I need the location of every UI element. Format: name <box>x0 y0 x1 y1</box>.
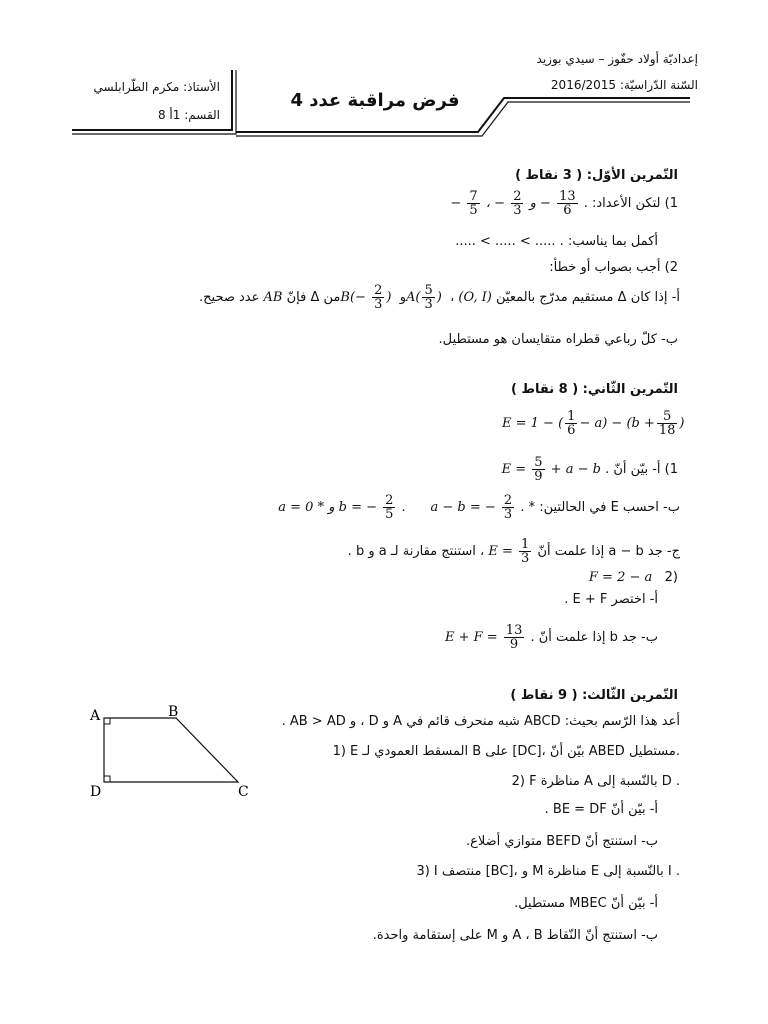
ex1-qa: أ- إذا كان Δ مستقيم مدرّج بالمعيّن (O, I) ، A( $\frac{5}{3}$ ) و B(− $\frac{2}{3}$ ) من Δ فإنّ AB عدد صحيح. <box>199 283 680 312</box>
ex2-qc-text: ج- جد a − b إذا علمت أنّ <box>537 544 680 559</box>
ex2-qc <box>180 538 680 565</box>
class-label-text: القسم: <box>184 108 220 122</box>
ex2-q1-expr: E = $\frac{5}{9}$ + a − b . <box>501 455 610 484</box>
ex1-q1 <box>78 190 678 217</box>
ex2-q2b-expr: E + F = $\frac{13}{9}$ . <box>444 623 535 652</box>
header-frame <box>0 0 768 160</box>
ex1-numbers: − $\frac{7}{5}$ ، − $\frac{2}{3}$ و − $\frac{13}{6}$ . <box>450 189 588 218</box>
ex3-q3: 3) I منتصف [BC]، و M مناظرة E بالنّسبة إلى I . <box>416 864 680 879</box>
ex2-case1: a − b = − $\frac{2}{3}$ . <box>430 493 525 522</box>
ex3-q3b: ب- استنتج أنّ النّقاط A ، B و M على إستقامة واحدة. <box>372 928 658 943</box>
ex1-title: التّمرين الأوّل: ( 3 نقاط ) <box>515 168 678 183</box>
ex1-ab: AB <box>263 290 283 305</box>
ex2-expr-e: E = 1 − ( $\frac{1}{6}$ − a) − (b + $\frac{5}{18}$ ) <box>502 409 685 438</box>
ex1-qa-text3: عدد صحيح. <box>199 290 260 305</box>
label-b: B <box>168 704 179 720</box>
ex1-q2-num: 2) <box>664 260 678 275</box>
trapezoid-figure <box>80 700 280 810</box>
ex2-q2-label: 2) <box>664 570 678 585</box>
ex1-qa-text2: من Δ فإنّ <box>286 290 341 305</box>
ex2-q1-label: 1) أ- بيّن أنّ <box>613 462 678 477</box>
school-year: السّنة الدّراسيّة: 2016/2015 <box>550 78 698 92</box>
right-angle-d <box>104 776 110 782</box>
label-a: A <box>90 708 101 724</box>
right-angle-a <box>104 718 110 724</box>
ex3-q2: 2) F مناظرة A بالنّسبة إلى D . <box>511 774 680 789</box>
ex1-q2-text: أجب بصواب أو خطأ: <box>549 260 661 275</box>
ex2-qc-tail: ، استنتج مقارنة لـ a و b . <box>347 544 485 559</box>
ex1-q1-text: لتكن الأعداد: <box>592 196 661 211</box>
ex3-q2b: ب- استنتج أنّ BEFD متوازي أضلاع. <box>465 834 658 849</box>
ex1-point-b: B(− $\frac{2}{3}$ ) <box>340 283 396 312</box>
ex1-qa-text1: إذا كان Δ مستقيم مدرّج بالمعيّن <box>496 290 668 305</box>
ex3-q3a: أ- بيّن أنّ MBEC مستطيل. <box>514 896 658 911</box>
trapezoid-shape <box>104 718 238 782</box>
ex2-qb-text: ب- احسب E في الحالتين: * <box>528 500 680 515</box>
ex1-q2 <box>378 260 678 275</box>
ex2-qc-expr: E = $\frac{1}{3}$ <box>488 537 530 566</box>
ex2-q2b-text: ب- جد b إذا علمت أنّ <box>538 630 658 645</box>
ex2-q2 <box>478 570 678 585</box>
ex1-q1-num: 1) <box>664 196 678 211</box>
ex1-qa-label: أ- <box>671 290 680 305</box>
label-c: C <box>238 784 249 800</box>
ex2-qb <box>80 494 680 521</box>
ex3-q1: 1) E المسقط العمودي لـ B على [DC]، بيّن أنّ ABED مستطيل. <box>332 744 680 759</box>
ex2-q2a: أ- اختصر E + F . <box>564 592 658 607</box>
class-value: 1أ 8 <box>157 108 181 122</box>
page-title: فرض مراقبة عدد 4 <box>290 90 460 111</box>
ex1-qa-frame: (O, I) <box>458 290 492 305</box>
ex1-qb: ب- كلّ رباعي قطراه متقايسان هو مستطيل. <box>438 332 678 347</box>
ex2-expr-f: F = 2 − a <box>588 570 653 585</box>
ex2-case2: a = 0 * و b = − $\frac{2}{5}$ . <box>278 493 406 522</box>
ex1-complete-text: أكمل بما يناسب: <box>567 234 658 249</box>
teacher-name: الأستاذ: مكرم الطّرابلسي <box>93 80 220 94</box>
ex3-intro: أعد هذا الرّسم بحيث: ABCD شبه منحرف قائم في A و D ، و AB > AD . <box>281 714 680 729</box>
school-name: إعداديّة أولاد حفّوز – سيدي بوزيد <box>536 52 698 66</box>
ex2-title: التّمرين الثّاني: ( 8 نقاط ) <box>511 382 678 397</box>
ex1-point-a: A( $\frac{5}{3}$ ) <box>405 283 446 312</box>
ex2-q1 <box>278 456 678 483</box>
ex1-blanks: ..... < ..... < ..... . <box>455 234 564 249</box>
label-d: D <box>90 784 102 800</box>
ex3-q2a: أ- بيّن أنّ BE = DF . <box>544 802 658 817</box>
ex1-complete <box>258 234 658 249</box>
ex3-title: التّمرين الثّالث: ( 9 نقاط ) <box>510 688 678 703</box>
ex2-q2b <box>258 624 658 651</box>
